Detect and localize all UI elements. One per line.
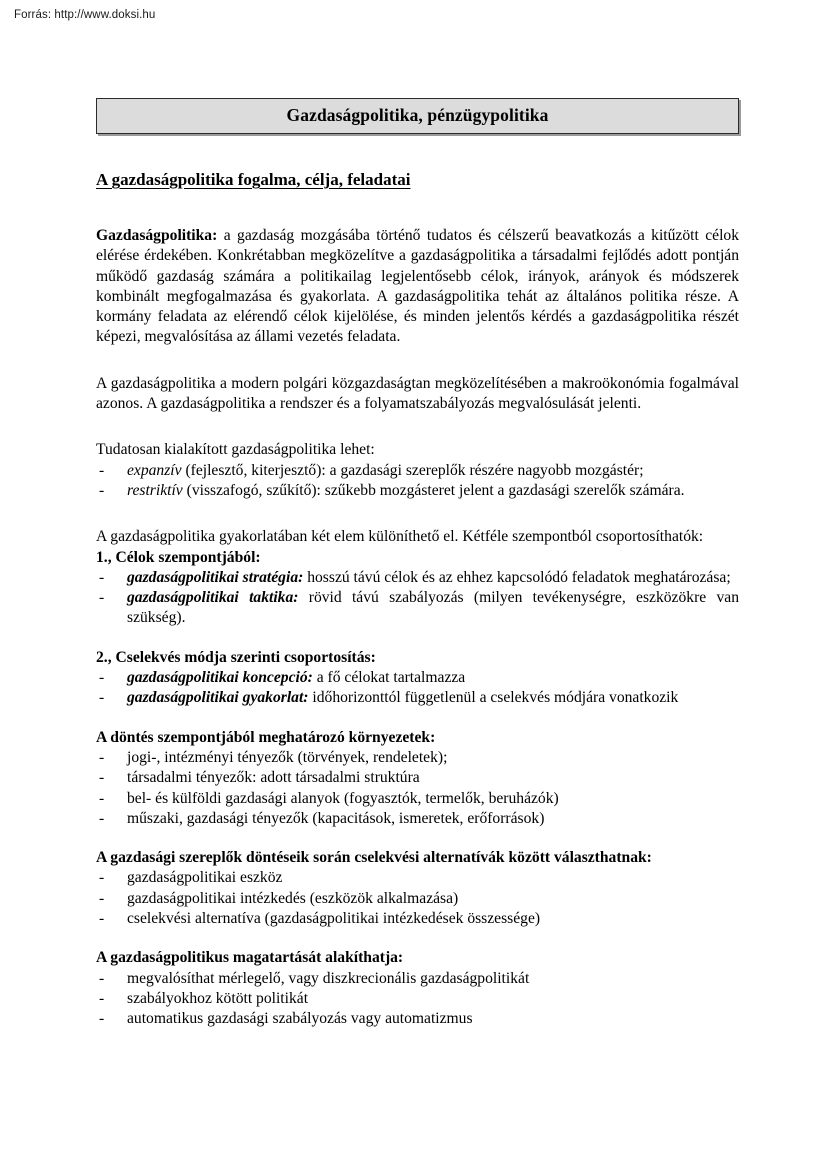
alternatives-list xyxy=(96,868,739,929)
spacer xyxy=(96,929,739,948)
definition-paragraph xyxy=(96,226,739,348)
list-item-term: gazdaságpolitikai taktika: xyxy=(127,589,299,607)
list-item: - bel- és külföldi gazdasági alanyok (fogyasztók, termelők, beruházók) xyxy=(96,789,739,809)
group-two-list xyxy=(96,668,739,709)
behaviour-list xyxy=(96,969,739,1030)
list-item-term: restriktív xyxy=(127,481,183,499)
list-item xyxy=(96,588,739,629)
conscious-policy-intro: Tudatosan kialakított gazdaságpolitika lehet: xyxy=(96,441,375,459)
document-title: Gazdaságpolitika, pénzügypolitika xyxy=(286,105,549,125)
alternatives-heading: A gazdasági szereplők döntéseik során cselekvési alternatívák között választhatnak: xyxy=(96,849,652,867)
spacer xyxy=(96,414,739,440)
document-title-box xyxy=(96,98,739,134)
list-item-rest: a fő célokat tartalmazza xyxy=(312,669,466,687)
source-url-banner: Forrás: http://www.doksi.hu xyxy=(14,9,156,21)
list-item-term: gazdaságpolitikai stratégia: xyxy=(127,568,304,586)
list-item-rest: időhorizonttól függetlenül a cselekvés módjára vonatkozik xyxy=(308,689,679,707)
spacer xyxy=(96,709,739,728)
behaviour-heading: A gazdaságpolitikus magatartását alakíthatja: xyxy=(96,949,404,967)
list-item-rest: rövid távú szabályozás (milyen tevékenységre, eszközökre van szükség). xyxy=(127,589,739,627)
list-item xyxy=(96,568,739,588)
list-item xyxy=(96,461,739,481)
conscious-policy-list xyxy=(96,461,739,502)
group-one-list xyxy=(96,568,739,629)
definition-term: Gazdaságpolitika: xyxy=(96,227,218,244)
list-item xyxy=(96,688,739,708)
list-item: - gazdaságpolitikai intézkedés (eszközök alkalmazása) xyxy=(96,889,739,909)
list-item: - automatikus gazdasági szabályozás vagy automatizmus xyxy=(96,1009,739,1029)
group-one-heading: 1., Célok szempontjából: xyxy=(96,548,261,566)
environments-heading: A döntés szempontjából meghatározó környezetek: xyxy=(96,728,436,746)
list-item xyxy=(96,668,739,688)
group-two-heading: 2., Cselekvés módja szerinti csoportosítás: xyxy=(96,648,376,666)
definition-body: a gazdaság mozgásába történő tudatos és célszerű beavatkozás a kitűzött célok elérése érdekében. Konkrétabban megközelítve a gazdaságpolitika a társadalmi fejlődés adott pontján működő gazdaság számára a politikailag legjelentősebb célok, irányok, arányok és módszerek kombinált megfogalmazása és gyakorlata. A gazdaságpolitika tehát az általános politika része. A kormány feladata az elérendő célok kijelölése, és minden jelentős kérdés a gazdaságpolitika részét képezi, megvalósítása az állami vezetés feladata. xyxy=(96,227,739,346)
list-item-rest: (fejlesztő, kiterjesztő): a gazdasági szereplők részére nagyobb mozgástér; xyxy=(181,461,644,479)
list-item-term: gazdaságpolitikai koncepció: xyxy=(127,669,313,687)
list-item: - társadalmi tényezők: adott társadalmi struktúra xyxy=(96,768,739,788)
environments-list xyxy=(96,748,739,829)
section-heading: A gazdaságpolitika fogalma, célja, feladatai xyxy=(96,170,411,189)
spacer xyxy=(96,348,739,374)
list-item-rest: hosszú távú célok és az ehhez kapcsolódó feladatok meghatározása; xyxy=(303,568,731,586)
list-item-term: gazdaságpolitikai gyakorlat: xyxy=(127,689,309,707)
macro-paragraph: A gazdaságpolitika a modern polgári közgazdaságtan megközelítésében a makroökonómia fogalmával azonos. A gazdaságpolitika a rendszer és a folyamatszabályozás megvalósulását jelenti. xyxy=(96,374,739,413)
list-item: - megvalósíthat mérlegelő, vagy diszkrecionális gazdaságpolitikát xyxy=(96,969,739,989)
list-item-rest: (visszafogó, szűkítő): szűkebb mozgásteret jelent a gazdasági szerelők számára. xyxy=(182,481,685,499)
list-item: - jogi-, intézményi tényezők (törvények, rendeletek); xyxy=(96,748,739,768)
spacer xyxy=(96,829,739,848)
spacer xyxy=(96,190,739,226)
list-item: - műszaki, gazdasági tényezők (kapacitások, ismeretek, erőforrások) xyxy=(96,809,739,829)
practice-intro-paragraph: A gazdaságpolitika gyakorlatában két elem különíthető el. Kétféle szempontból csoportosíthatók: xyxy=(96,528,704,546)
spacer xyxy=(96,134,739,170)
spacer xyxy=(96,501,739,527)
list-item: - cselekvési alternatíva (gazdaságpolitikai intézkedések összessége) xyxy=(96,909,739,929)
list-item xyxy=(96,481,739,501)
list-item-term: expanzív xyxy=(127,461,182,479)
document-content xyxy=(96,98,739,1030)
list-item: - gazdaságpolitikai eszköz xyxy=(96,868,739,888)
spacer xyxy=(96,629,739,648)
list-item: - szabályokhoz kötött politikát xyxy=(96,989,739,1009)
